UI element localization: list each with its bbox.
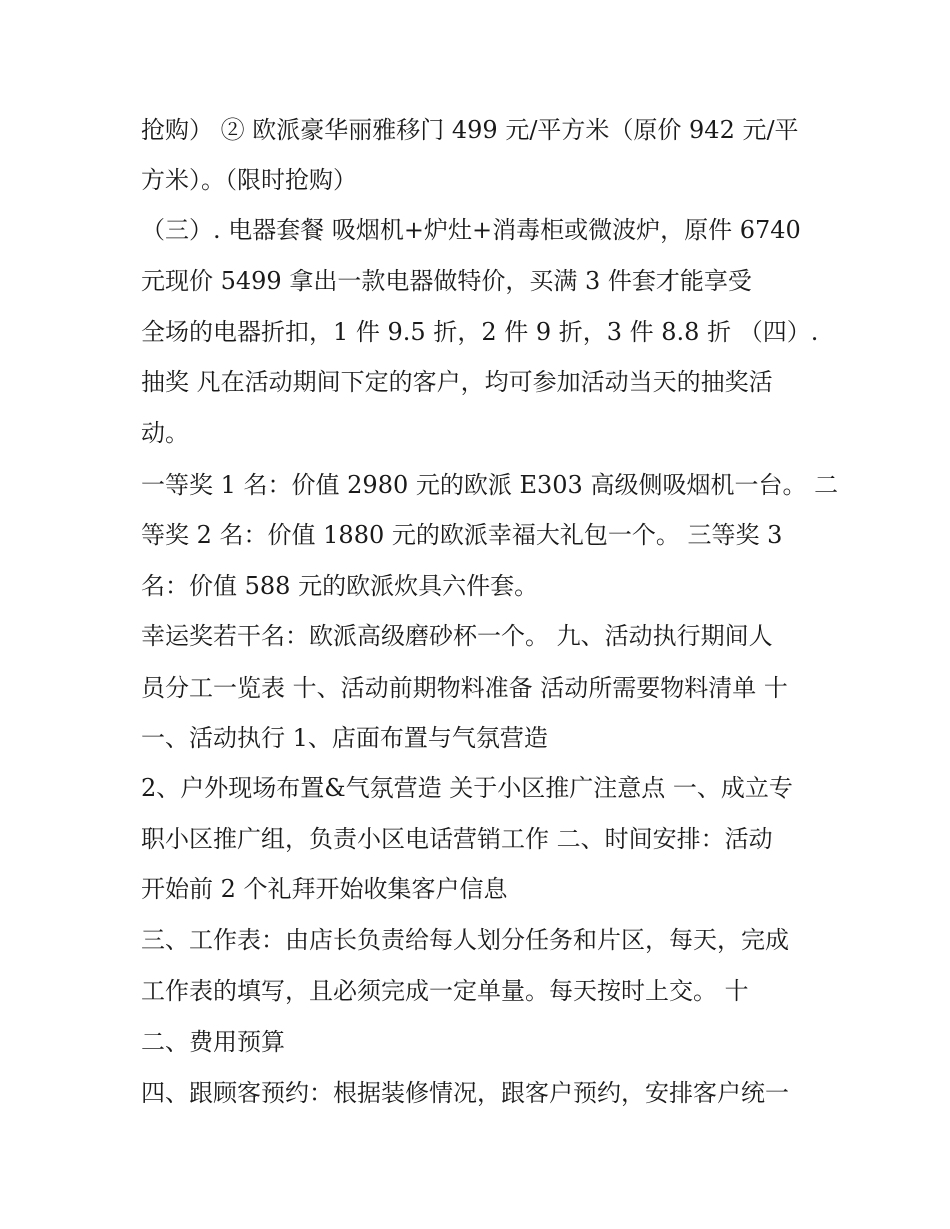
text-line: 一、活动执行 1、店面布置与气氛营造 (141, 724, 548, 752)
text-line: 四、跟顾客预约：根据装修情况，跟客户预约，安排客户统一 (141, 1079, 789, 1107)
text-line: 名：价值 588 元的欧派炊具六件套。 (141, 572, 539, 600)
text-line: 2、户外现场布置&气氛营造 关于小区推广注意点 一、成立专 (141, 774, 793, 802)
text-line: 三、工作表：由店长负责给每人划分任务和片区，每天，完成 (141, 926, 789, 954)
text-line: 方米）。（限时抢购） (141, 166, 357, 194)
text-line: 等奖 2 名：价值 1880 元的欧派幸福大礼包一个。 三等奖 3 (141, 521, 783, 549)
text-line: 开始前 2 个礼拜开始收集客户信息 (141, 875, 508, 903)
text-line: 全场的电器折扣，1 件 9.5 折，2 件 9 折，3 件 8.8 折 （四）. (141, 318, 819, 346)
text-line: 工作表的填写，且必须完成一定单量。每天按时上交。 十 (141, 977, 749, 1005)
text-line: 幸运奖若干名：欧派高级磨砂杯一个。 九、活动执行期间人 (141, 622, 773, 650)
text-line: 职小区推广组，负责小区电话营销工作 二、时间安排：活动 (141, 825, 773, 853)
text-line: 抢购） ② 欧派豪华丽雅移门 499 元/平方米（原价 942 元/平 (141, 116, 799, 144)
text-line: 一等奖 1 名：价值 2980 元的欧派 E303 高级侧吸烟机一台。 二 (141, 471, 839, 499)
text-line: 元现价 5499 拿出一款电器做特价，买满 3 件套才能享受 (141, 267, 752, 295)
text-line: 动。 (141, 419, 189, 447)
text-line: （三）. 电器套餐 吸烟机+炉灶+消毒柜或微波炉，原件 6740 (141, 216, 801, 244)
text-line: 抽奖 凡在活动期间下定的客户，均可参加活动当天的抽奖活 (141, 368, 773, 396)
text-line: 二、费用预算 (141, 1028, 285, 1056)
text-line: 员分工一览表 十、活动前期物料准备 活动所需要物料清单 十 (141, 674, 788, 702)
